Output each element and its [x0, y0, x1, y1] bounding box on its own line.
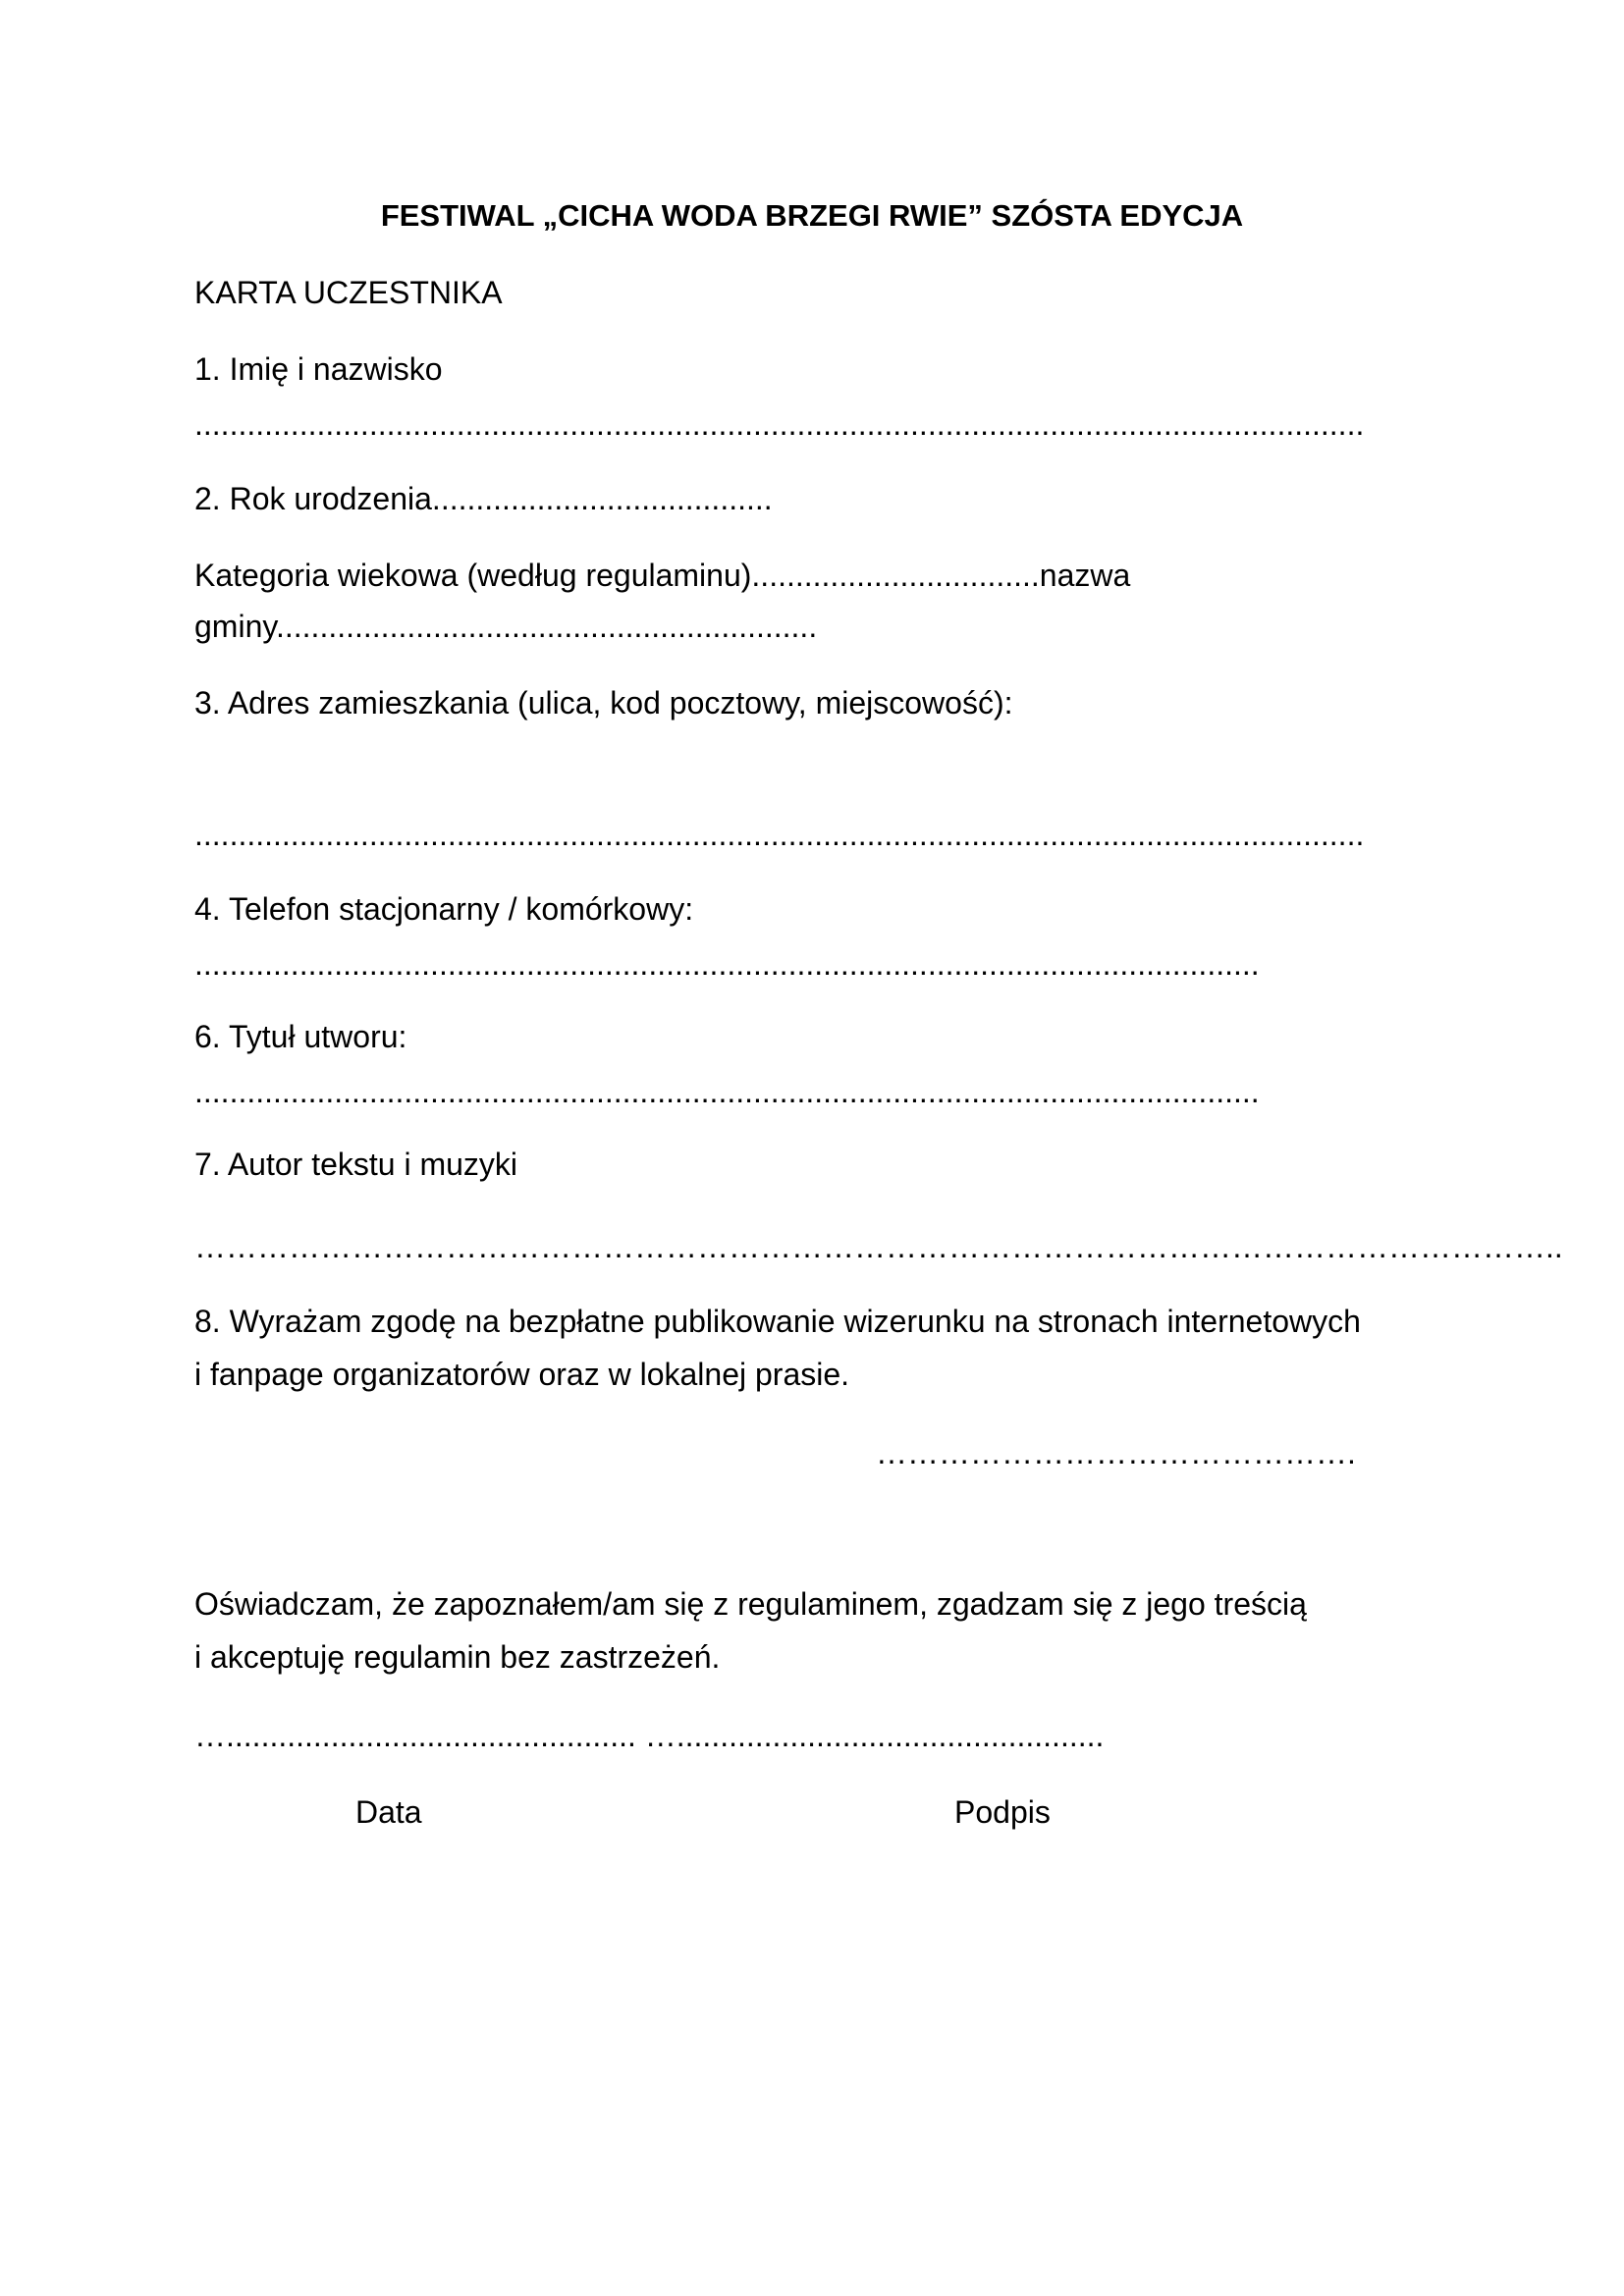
phone-label: 4. Telefon stacjonarny / komórkowy: — [194, 891, 694, 927]
song-title-fill-line[interactable]: .......................................................................................................................... — [194, 1074, 1260, 1109]
commune-field[interactable]: gminy.............................................................. — [194, 609, 818, 644]
declaration-line-2: i akceptuję regulamin bez zastrzeżeń. — [194, 1639, 721, 1675]
song-title-label: 6. Tytuł utworu: — [194, 1019, 407, 1054]
festival-title: FESTIWAL „CICHA WODA BRZEGI RWIE” SZÓSTA EDYCJA — [380, 198, 1244, 233]
card-heading: KARTA UCZESTNIKA — [194, 275, 503, 310]
address-fill-line[interactable]: ...................................................................................................................................... — [194, 817, 1365, 852]
consent-signature-line[interactable]: ………………………………………. — [876, 1435, 1356, 1470]
author-fill-line[interactable]: ………………………………………………………………………………………………………………….. — [194, 1229, 1563, 1264]
phone-fill-line[interactable]: .......................................................................................................................... — [194, 946, 1260, 982]
address-label: 3. Adres zamieszkania (ulica, kod pocztowy, miejscowość): — [194, 685, 1013, 721]
declaration-line-1: Oświadczam, że zapoznałem/am się z regulaminem, zgadzam się z jego treścią — [194, 1586, 1307, 1622]
author-label: 7. Autor tekstu i muzyki — [194, 1147, 518, 1182]
signature-label: Podpis — [954, 1794, 1051, 1830]
date-signature-fill-lines[interactable]: …............................................... …................................................. — [194, 1718, 1105, 1753]
name-fill-line[interactable]: ...................................................................................................................................... — [194, 406, 1365, 442]
consent-text-line-1: 8. Wyrażam zgodę na bezpłatne publikowanie wizerunku na stronach internetowych — [194, 1304, 1361, 1339]
birth-year-field[interactable]: 2. Rok urodzenia....................................... — [194, 481, 773, 516]
date-label: Data — [355, 1794, 422, 1830]
consent-text-line-2: i fanpage organizatorów oraz w lokalnej prasie. — [194, 1357, 850, 1392]
name-label: 1. Imię i nazwisko — [194, 351, 443, 387]
age-category-field[interactable]: Kategoria wiekowa (według regulaminu).................................nazwa — [194, 558, 1131, 593]
